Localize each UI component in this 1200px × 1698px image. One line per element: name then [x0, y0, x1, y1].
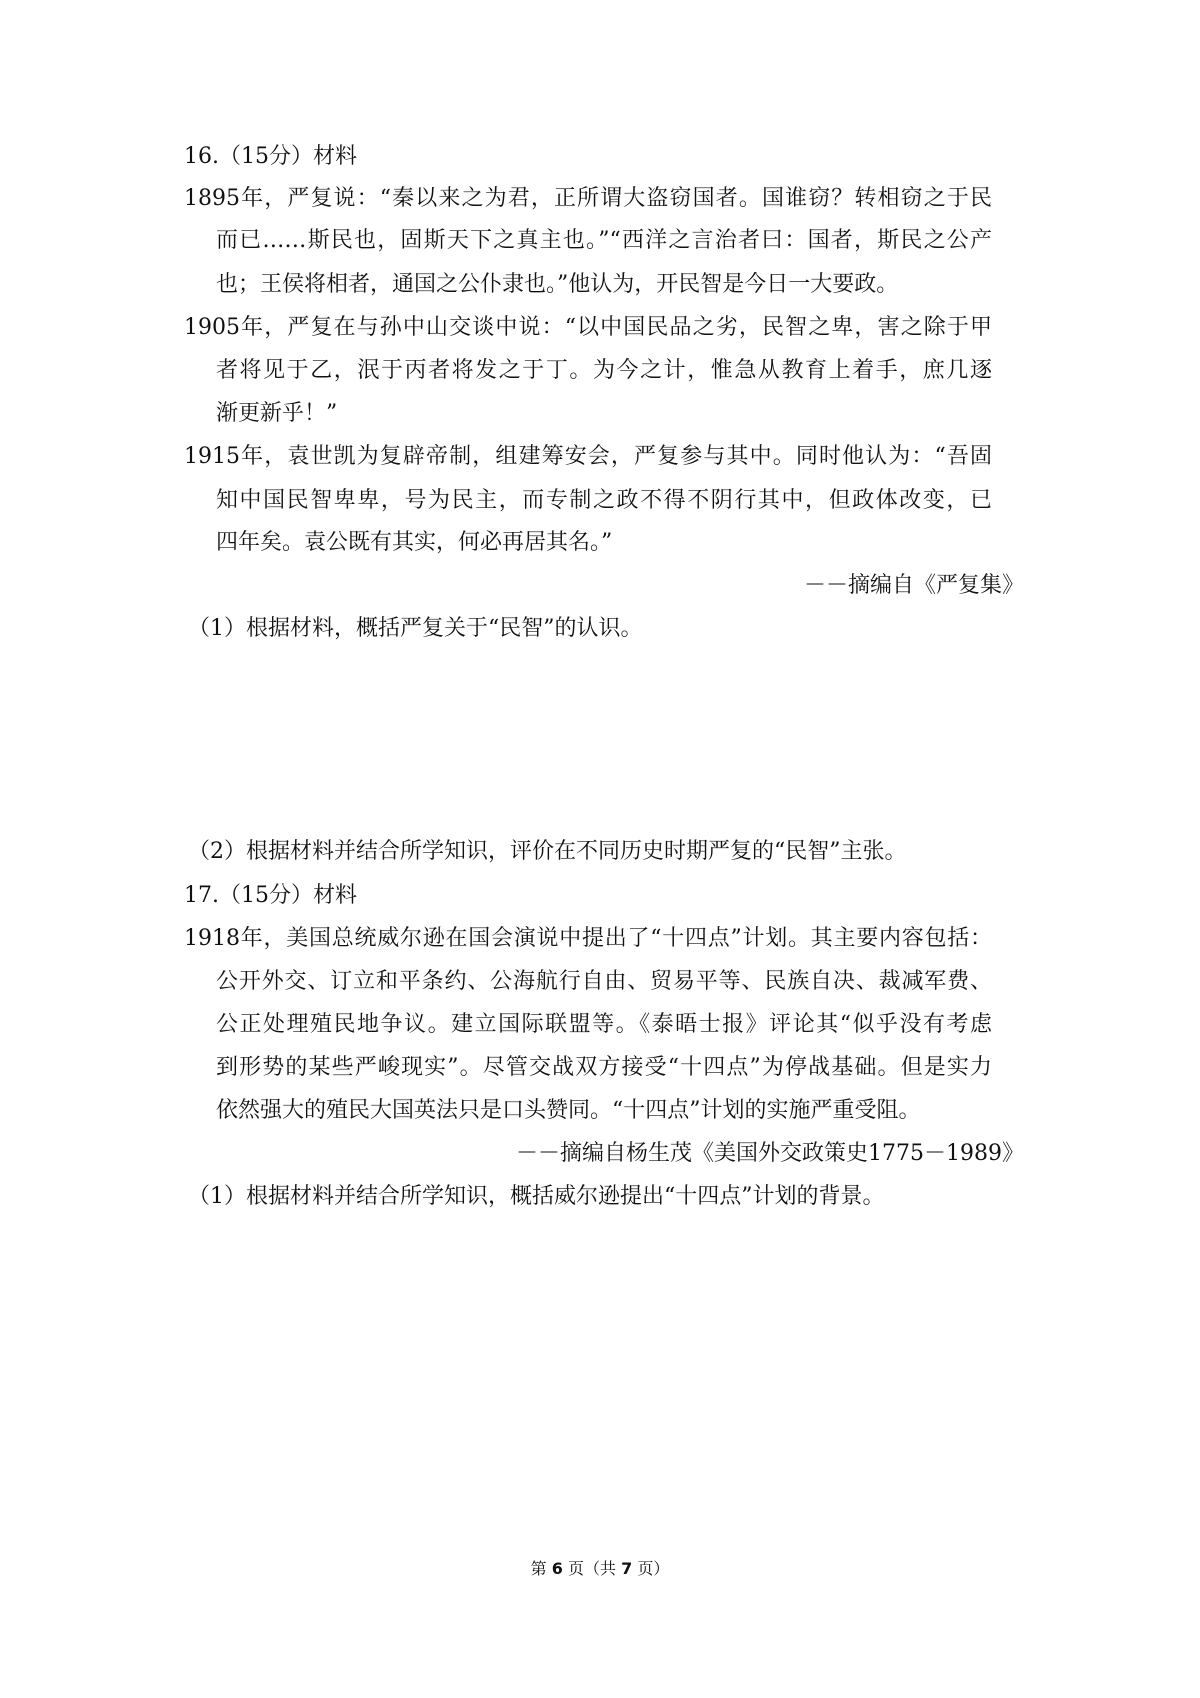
q16-p3-line3: 四年矣。袁公既有其实，何必再居其名。” [216, 530, 613, 555]
q17-line3: 公正处理殖民地争议。建立国际联盟等。《泰晤士报》评论其“似乎没有考虑 [216, 1012, 992, 1037]
q17-line4: 到形势的某些严峻现实”。尽管交战双方接受“十四点”为停战基础。但是实力 [216, 1055, 992, 1080]
footer-middle: 页（共 [567, 1559, 616, 1578]
q16-p2-line1: 1905年，严复在与孙中山交谈中说：“以中国民品之劣，民智之卑，害之除于甲 [184, 315, 992, 340]
footer-page-number: 6 [551, 1559, 563, 1578]
q16-p1-line1: 1895年，严复说：“秦以来之为君，正所谓大盗窃国者。国谁窃？转相窃之于民 [184, 186, 992, 211]
q17-line1: 1918年，美国总统威尔逊在国会演说中提出了“十四点”计划。其主要内容包括： [184, 926, 992, 951]
footer-total-pages: 7 [621, 1559, 633, 1578]
footer-prefix: 第 [530, 1559, 547, 1578]
q16-citation: －－摘编自《严复集》 [803, 573, 1024, 598]
q16-p1-line2: 而已……斯民也，固斯天下之真主也。”“西洋之言治者曰：国者，斯民之公产 [216, 228, 992, 253]
q17-line5: 依然强大的殖民大国英法只是口头赞同。“十四点”计划的实施严重受阻。 [216, 1098, 921, 1123]
page-footer [0, 1558, 1200, 1580]
q16-p2-line2: 者将见于乙，泯于丙者将发之于丁。为今之计，惟急从教育上着手，庶几逐 [216, 358, 992, 383]
footer-suffix: 页） [637, 1559, 670, 1578]
q16-p1-line3: 也；王侯将相者，通国之公仆隶也。”他认为，开民智是今日一大要政。 [216, 272, 899, 297]
q17-subquestion-1: （1）根据材料并结合所学知识，概括威尔逊提出“十四点”计划的背景。 [188, 1184, 885, 1209]
q16-p3-line1: 1915年，袁世凯为复辟帝制，组建筹安会，严复参与其中。同时他认为：“吾固 [184, 444, 992, 469]
q16-p2-line3: 渐更新乎！” [216, 401, 338, 426]
q17-line2: 公开外交、订立和平条约、公海航行自由、贸易平等、民族自决、裁减军费、 [216, 969, 992, 994]
q17-title: 17.（15分）材料 [184, 883, 357, 908]
q16-title: 16.（15分）材料 [184, 144, 357, 169]
q16-p3-line2: 知中国民智卑卑，号为民主，而专制之政不得不阴行其中，但政体改变，已 [216, 488, 992, 513]
q16-subquestion-1: （1）根据材料，概括严复关于“民智”的认识。 [188, 616, 643, 641]
q17-citation: －－摘编自杨生茂《美国外交政策史1775－1989》 [516, 1141, 1024, 1166]
q16-subquestion-2: （2）根据材料并结合所学知识，评价在不同历史时期严复的“民智”主张。 [188, 839, 907, 864]
